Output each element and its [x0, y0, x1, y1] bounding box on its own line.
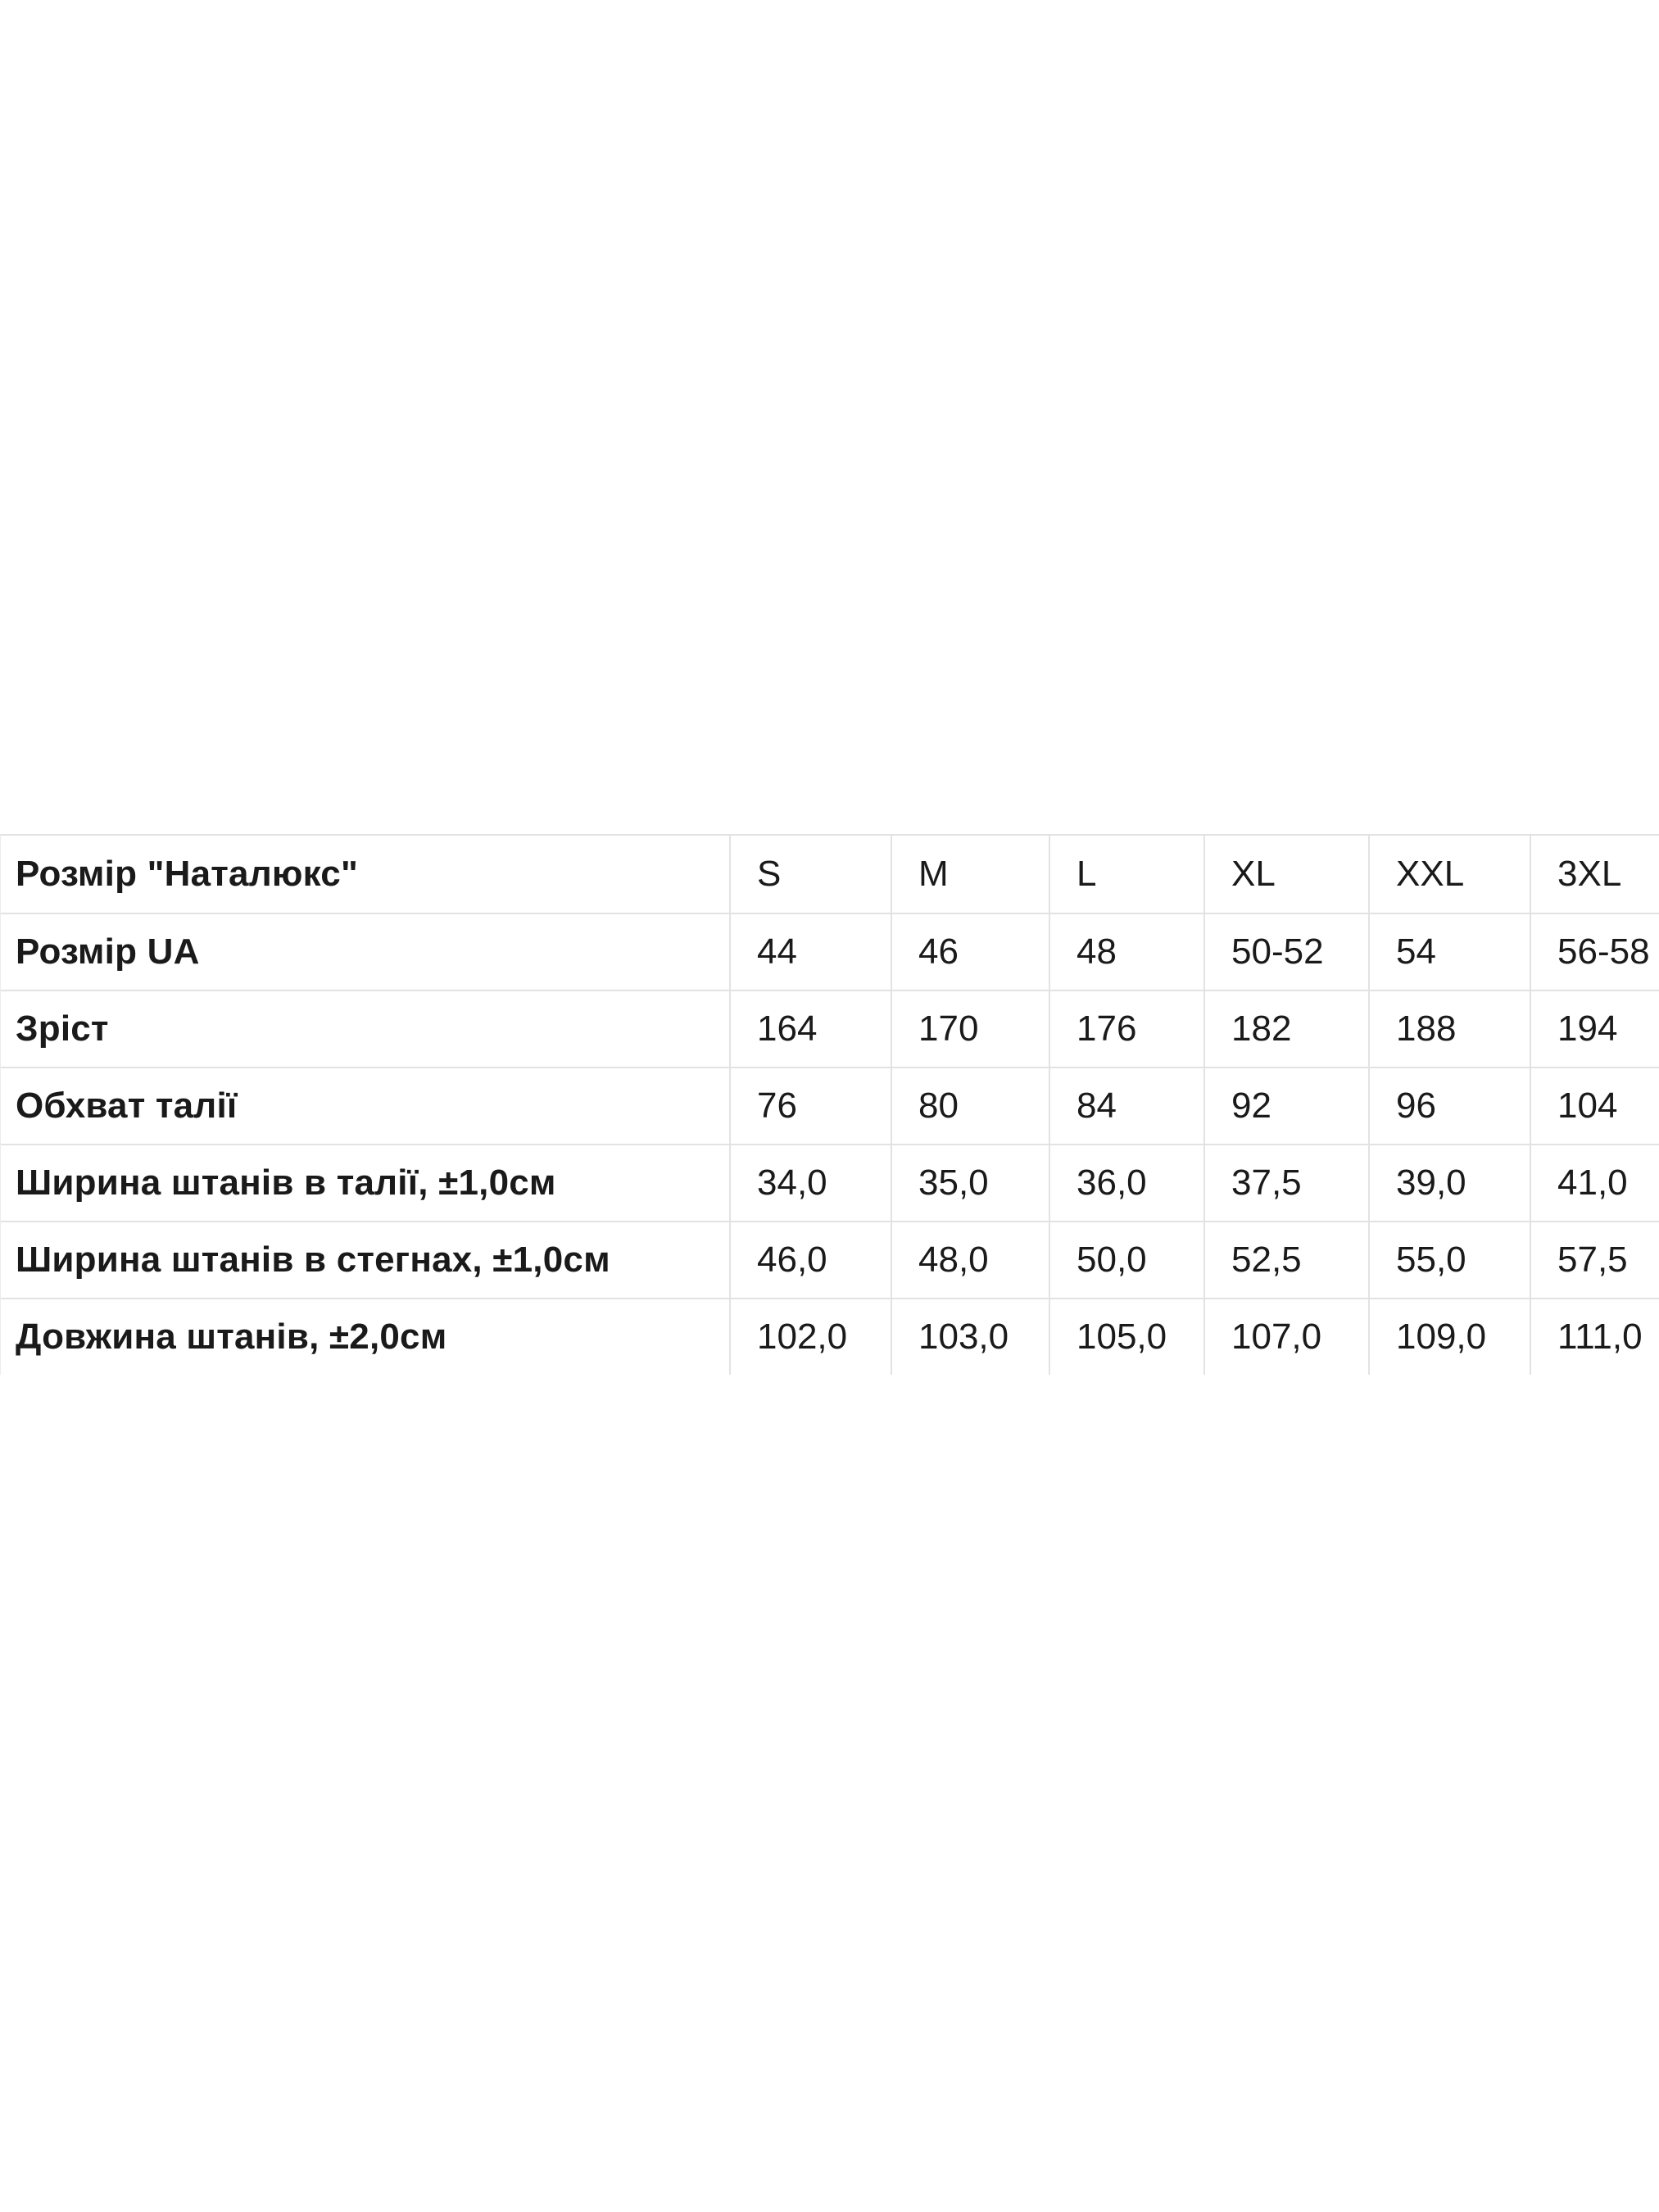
- value-cell: 54: [1368, 914, 1530, 990]
- value-cell: 194: [1530, 991, 1659, 1067]
- value-cell: 188: [1368, 991, 1530, 1067]
- value-cell: 56-58: [1530, 914, 1659, 990]
- value-cell: 50,0: [1049, 1222, 1203, 1298]
- value-cell: 55,0: [1368, 1222, 1530, 1298]
- row-label-cell: Зріст: [16, 1009, 109, 1049]
- value-cell: 96: [1368, 1068, 1530, 1144]
- row-label-cell: Довжина штанів, ±2,0см: [16, 1317, 447, 1357]
- row-label-cell: Ширина штанів в талії, ±1,0см: [16, 1163, 556, 1203]
- size-table: [0, 834, 1659, 1375]
- value-cell: 107,0: [1203, 1299, 1368, 1375]
- value-cell: L: [1049, 836, 1203, 913]
- value-cell: 80: [891, 1068, 1049, 1144]
- value-cell: M: [891, 836, 1049, 913]
- value-cell: 105,0: [1049, 1299, 1203, 1375]
- value-cell: 36,0: [1049, 1145, 1203, 1221]
- value-cell: XXL: [1368, 836, 1530, 913]
- value-cell: 84: [1049, 1068, 1203, 1144]
- table-row: [1, 1221, 1659, 1298]
- value-cell: 76: [729, 1068, 891, 1144]
- value-cell: 104: [1530, 1068, 1659, 1144]
- value-cell: 41,0: [1530, 1145, 1659, 1221]
- value-cell: 48: [1049, 914, 1203, 990]
- value-cell: 92: [1203, 1068, 1368, 1144]
- row-label-cell: Ширина штанів в стегнах, ±1,0см: [16, 1240, 610, 1280]
- value-cell: 176: [1049, 991, 1203, 1067]
- value-cell: 3XL: [1530, 836, 1659, 913]
- value-cell: XL: [1203, 836, 1368, 913]
- value-cell: 102,0: [729, 1299, 891, 1375]
- value-cell: 44: [729, 914, 891, 990]
- value-cell: 182: [1203, 991, 1368, 1067]
- row-label-cell: Розмір UA: [16, 931, 200, 972]
- value-cell: 39,0: [1368, 1145, 1530, 1221]
- value-cell: 170: [891, 991, 1049, 1067]
- value-cell: 46,0: [729, 1222, 891, 1298]
- table-row: [1, 990, 1659, 1067]
- value-cell: 164: [729, 991, 891, 1067]
- table-row: [1, 1298, 1659, 1375]
- value-cell: 50-52: [1203, 914, 1368, 990]
- value-cell: S: [729, 836, 891, 913]
- table-row: [1, 836, 1659, 913]
- table-row: [1, 913, 1659, 990]
- value-cell: 34,0: [729, 1145, 891, 1221]
- value-cell: 48,0: [891, 1222, 1049, 1298]
- value-cell: 35,0: [891, 1145, 1049, 1221]
- value-cell: 52,5: [1203, 1222, 1368, 1298]
- table-row: [1, 1067, 1659, 1144]
- value-cell: 109,0: [1368, 1299, 1530, 1375]
- value-cell: 46: [891, 914, 1049, 990]
- value-cell: 37,5: [1203, 1145, 1368, 1221]
- row-label-cell: Розмір "Наталюкс": [16, 854, 359, 894]
- row-label-cell: Обхват талії: [16, 1086, 238, 1126]
- value-cell: 103,0: [891, 1299, 1049, 1375]
- value-cell: 57,5: [1530, 1222, 1659, 1298]
- table-row: [1, 1144, 1659, 1221]
- value-cell: 111,0: [1530, 1299, 1659, 1375]
